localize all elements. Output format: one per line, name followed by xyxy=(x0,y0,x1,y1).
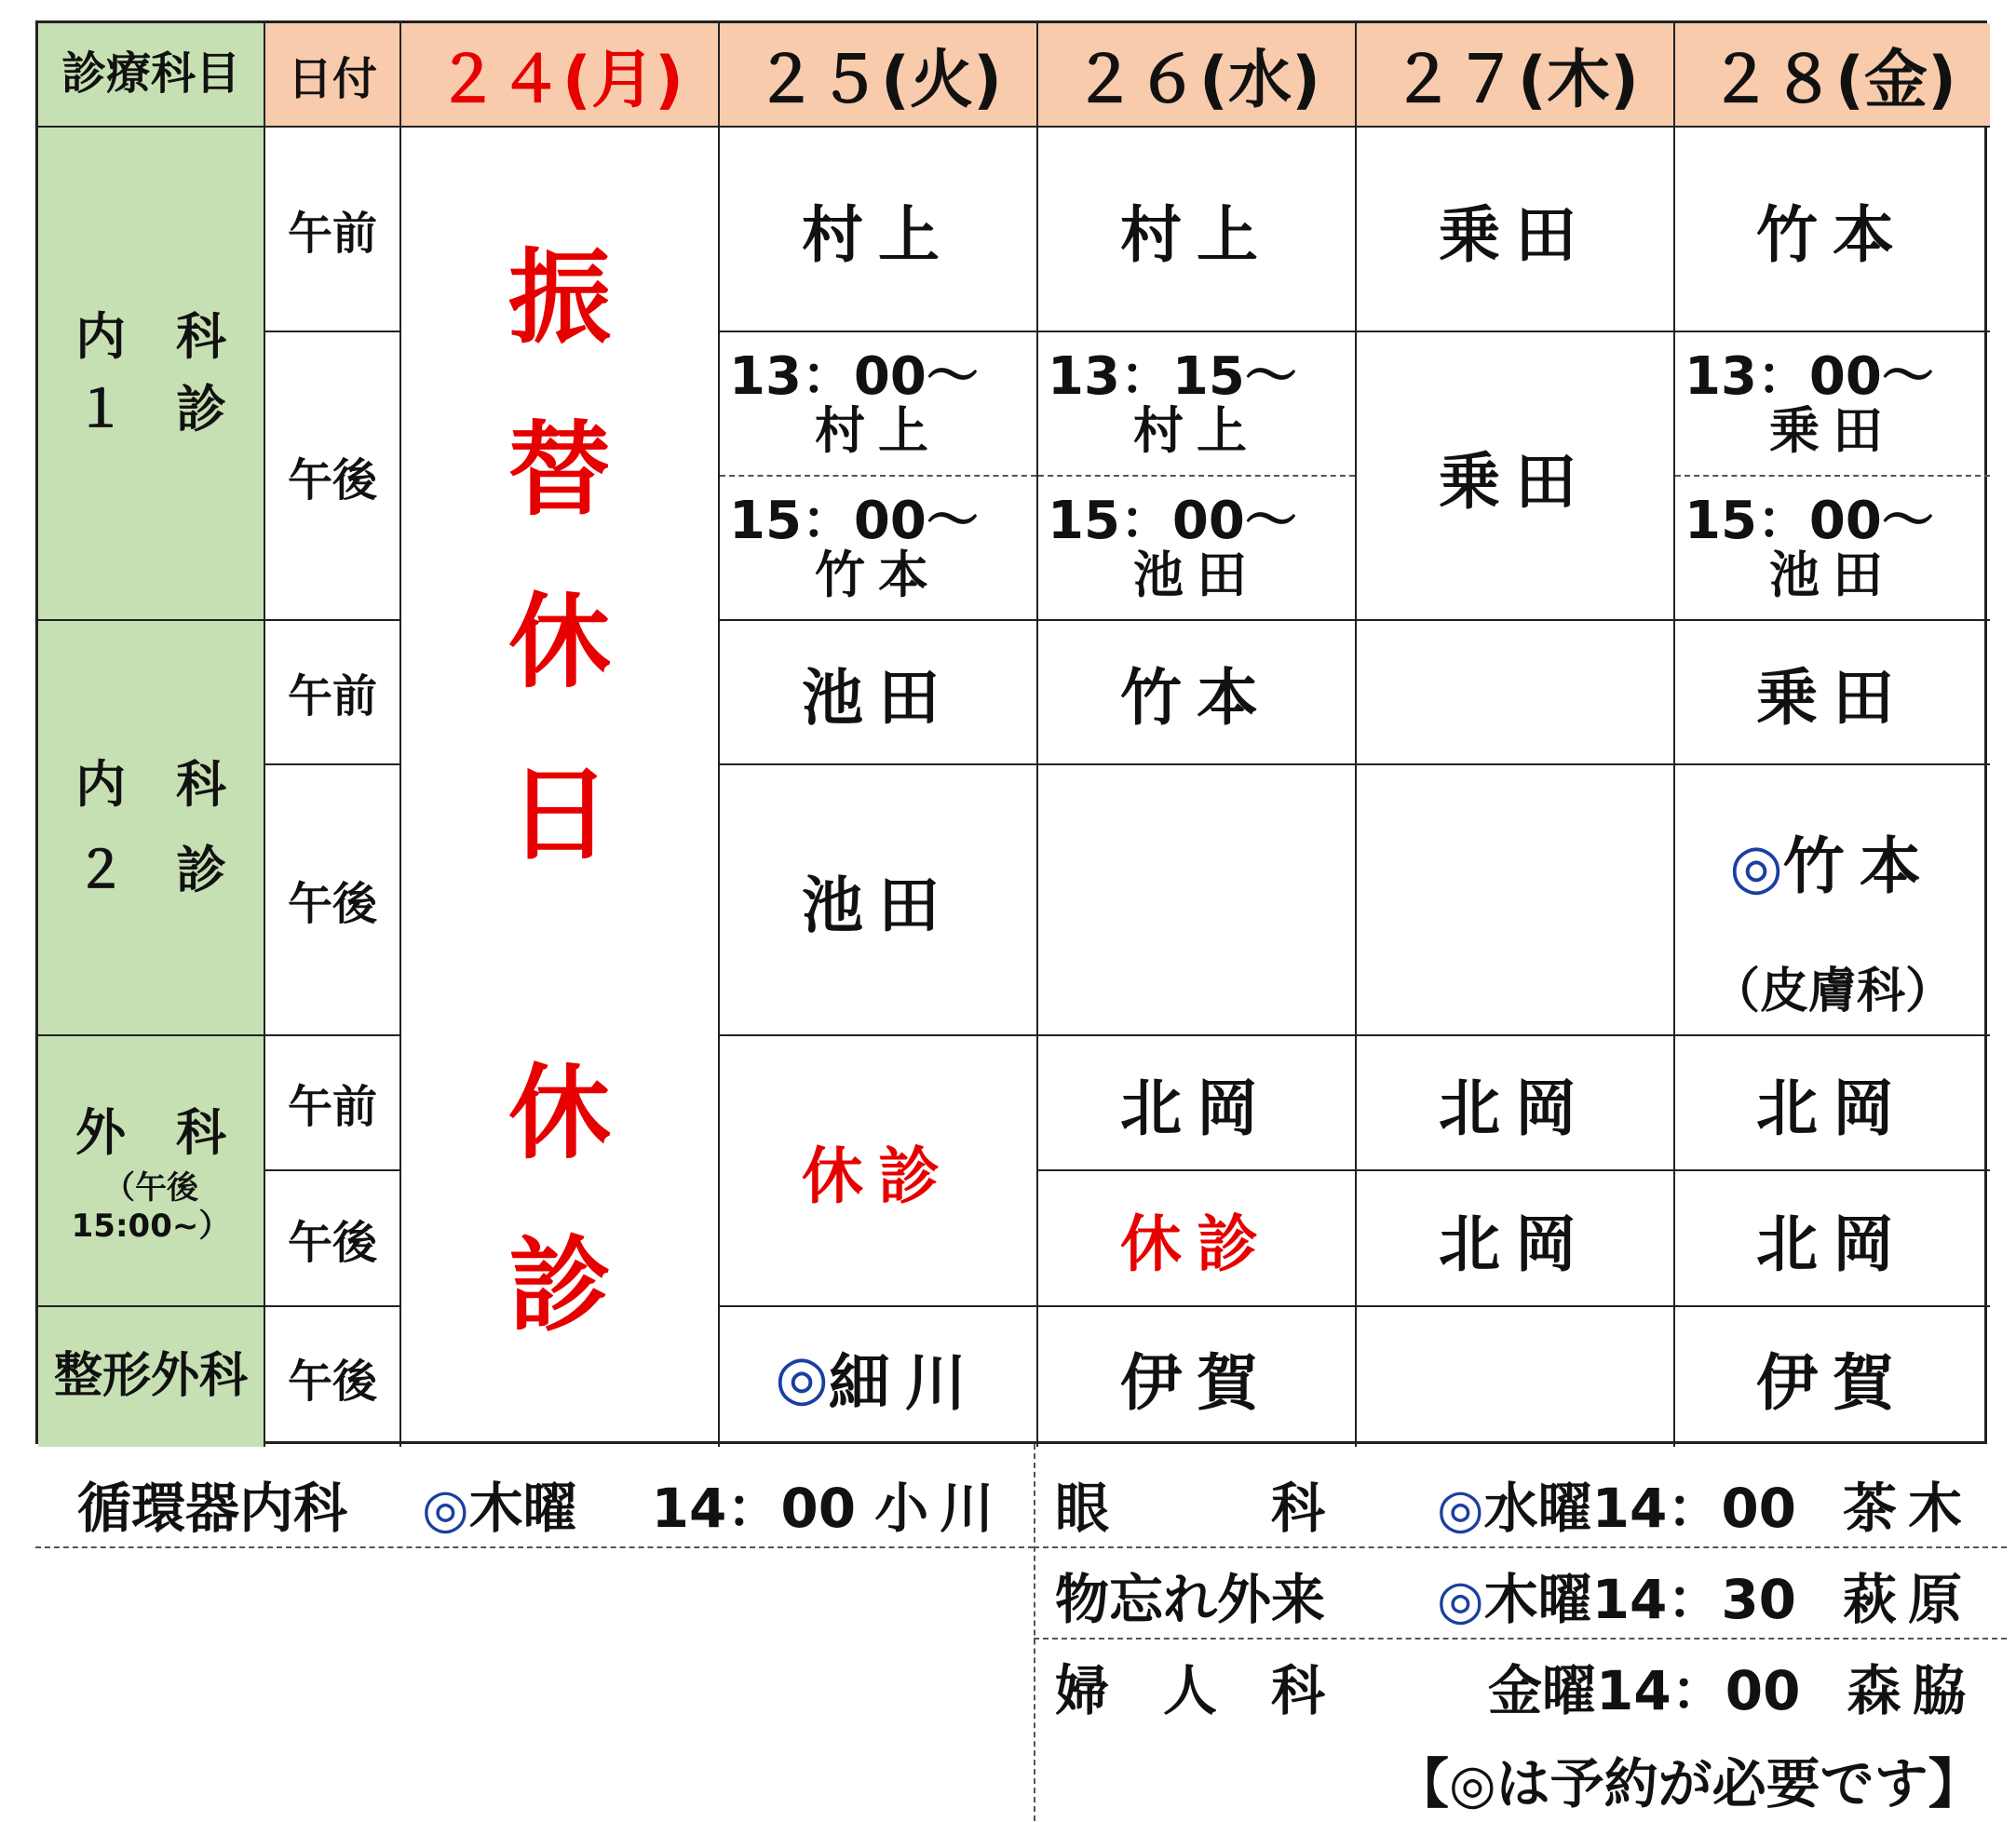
cardio-doctor: 小川 xyxy=(874,1477,1006,1540)
cell-surgery-am-fri: 北岡 xyxy=(1675,1036,1990,1171)
cell-ortho-pm-tue: ◎ 細川 xyxy=(720,1307,1038,1447)
day-header-thu: ２７(木) xyxy=(1357,23,1675,128)
slot-time: 13：00～ xyxy=(729,345,979,407)
cell-internal1-am-fri: 竹本 xyxy=(1675,128,1990,332)
dept-surgery-note: （午後15:00~） xyxy=(71,1168,231,1245)
day-header-tue: ２５(火) xyxy=(720,23,1038,128)
cell-internal1-pm-fri xyxy=(1675,332,1990,621)
divider xyxy=(35,1546,1034,1548)
notice-char: 日 xyxy=(508,755,611,875)
cell-surgery-pm-wed: 休診 xyxy=(1038,1171,1357,1307)
memory-row xyxy=(1055,1556,1973,1634)
notice-char: 診 xyxy=(508,1226,611,1346)
dept-internal-2-line1: 内 科 xyxy=(75,755,226,815)
cell-internal2-am-wed: 竹本 xyxy=(1038,621,1357,765)
cell-surgery-tue-closed: 休診 xyxy=(720,1036,1038,1307)
divider xyxy=(1034,1444,1035,1821)
cell-internal1-am-thu: 乗田 xyxy=(1357,128,1675,332)
monday-closed-notice xyxy=(401,128,720,1447)
period-pm: 午後 xyxy=(265,1307,401,1447)
schedule-table xyxy=(35,20,1987,1444)
cell-internal2-pm-thu xyxy=(1357,765,1675,1036)
dept-ortho: 整形外科 xyxy=(38,1307,265,1447)
day-header-fri: ２８(金) xyxy=(1675,23,1990,128)
slot-time: 15：00～ xyxy=(1685,490,1934,551)
dept-internal-1-line2: １ 診 xyxy=(75,380,226,439)
other-departments xyxy=(35,1444,2009,1816)
notice-char: 休 xyxy=(508,1054,611,1174)
cell-internal2-am-tue: 池田 xyxy=(720,621,1038,765)
cell-surgery-pm-fri: 北岡 xyxy=(1675,1171,1990,1307)
cardio-time: 14：00 xyxy=(651,1477,857,1540)
period-am: 午前 xyxy=(265,621,401,765)
gyn-dept: 婦 人 科 xyxy=(1055,1659,1326,1722)
period-pm: 午後 xyxy=(265,765,401,1036)
memory-schedule: ◎木曜14：30 xyxy=(1437,1568,1797,1631)
slot-time: 13：15～ xyxy=(1048,345,1297,407)
cell-surgery-am-thu: 北岡 xyxy=(1357,1036,1675,1171)
reservation-mark-icon: ◎ xyxy=(1437,1568,1484,1631)
period-pm: 午後 xyxy=(265,1171,401,1307)
cell-internal1-pm-thu: 乗田 xyxy=(1357,332,1675,621)
cell-internal1-pm-tue xyxy=(720,332,1038,621)
dept-internal-1 xyxy=(38,128,265,621)
notice-char: 替 xyxy=(508,410,611,530)
dept-internal-2-line2: ２ 診 xyxy=(75,841,226,899)
cardio-row xyxy=(77,1464,1005,1543)
eye-dept: 眼 科 xyxy=(1055,1477,1326,1540)
notice-char: 振 xyxy=(508,237,611,358)
reservation-mark-icon: ◎ xyxy=(1729,830,1783,902)
gyn-doctor: 森脇 xyxy=(1847,1659,1978,1722)
eye-schedule: ◎水曜14：00 xyxy=(1437,1477,1797,1540)
slot-doctor: 池田 xyxy=(1133,545,1260,604)
memory-dept: 物忘れ外来 xyxy=(1055,1568,1326,1631)
eye-doctor: 茶木 xyxy=(1843,1477,1974,1540)
cell-internal1-pm-wed xyxy=(1038,332,1357,621)
reservation-note: 【◎は予約が必要です】 xyxy=(1395,1752,1982,1815)
slot-time: 15：00～ xyxy=(1048,490,1297,551)
doctor-reservation: ◎竹本 xyxy=(1729,830,1936,902)
cell-internal2-pm-wed xyxy=(1038,765,1357,1036)
reservation-mark-icon: ◎ xyxy=(1437,1477,1484,1540)
divider xyxy=(1034,1546,2007,1548)
cell-internal2-pm-fri xyxy=(1675,765,1990,1036)
day-header-wed: ２６(水) xyxy=(1038,23,1357,128)
dept-header: 診療科目 xyxy=(38,23,265,128)
cardio-day: ◎木曜 xyxy=(422,1477,577,1540)
reservation-mark-icon: ◎ xyxy=(775,1341,829,1413)
day-header-mon: ２４(月) xyxy=(401,23,720,128)
divider xyxy=(1034,1638,2007,1640)
gyn-schedule: 金曜14：00 xyxy=(1488,1659,1801,1722)
slot-doctor: 竹本 xyxy=(815,545,941,604)
notice-char: 休 xyxy=(508,583,611,703)
dept-surgery xyxy=(38,1036,265,1307)
cell-internal1-am-tue: 村上 xyxy=(720,128,1038,332)
cell-surgery-am-wed: 北岡 xyxy=(1038,1036,1357,1171)
memory-doctor: 萩原 xyxy=(1843,1568,1974,1631)
dept-internal-1-line1: 内 科 xyxy=(75,306,226,366)
slot-doctor: 村上 xyxy=(815,400,941,460)
slot-doctor: 池田 xyxy=(1769,545,1896,604)
cell-ortho-pm-wed: 伊賀 xyxy=(1038,1307,1357,1447)
slot-doctor: 乗田 xyxy=(1769,400,1896,460)
slot-time: 13：00～ xyxy=(1685,345,1934,407)
cell-internal2-am-fri: 乗田 xyxy=(1675,621,1990,765)
reservation-mark-icon: ◎ xyxy=(422,1477,469,1540)
slot-time: 15：00～ xyxy=(729,490,979,551)
eye-row xyxy=(1055,1464,1973,1543)
period-am: 午前 xyxy=(265,1036,401,1171)
period-am: 午前 xyxy=(265,128,401,332)
dept-internal-2 xyxy=(38,621,265,1036)
cell-internal2-pm-tue: 池田 xyxy=(720,765,1038,1036)
cardio-dept: 循環器内科 xyxy=(77,1477,348,1540)
date-header: 日付 xyxy=(265,23,401,128)
cell-surgery-pm-thu: 北岡 xyxy=(1357,1171,1675,1307)
dermatology-note: （皮膚科） xyxy=(1711,963,1954,1019)
gyn-row xyxy=(1055,1647,1977,1725)
slot-doctor: 村上 xyxy=(1133,400,1260,460)
cell-internal2-am-thu xyxy=(1357,621,1675,765)
cell-ortho-pm-fri: 伊賀 xyxy=(1756,1346,1909,1419)
period-pm: 午後 xyxy=(265,332,401,621)
cell-internal1-am-wed: 村上 xyxy=(1038,128,1357,332)
dept-surgery-line1: 外 科 xyxy=(75,1102,226,1162)
cell-ortho-pm-thu xyxy=(1357,1307,1675,1447)
